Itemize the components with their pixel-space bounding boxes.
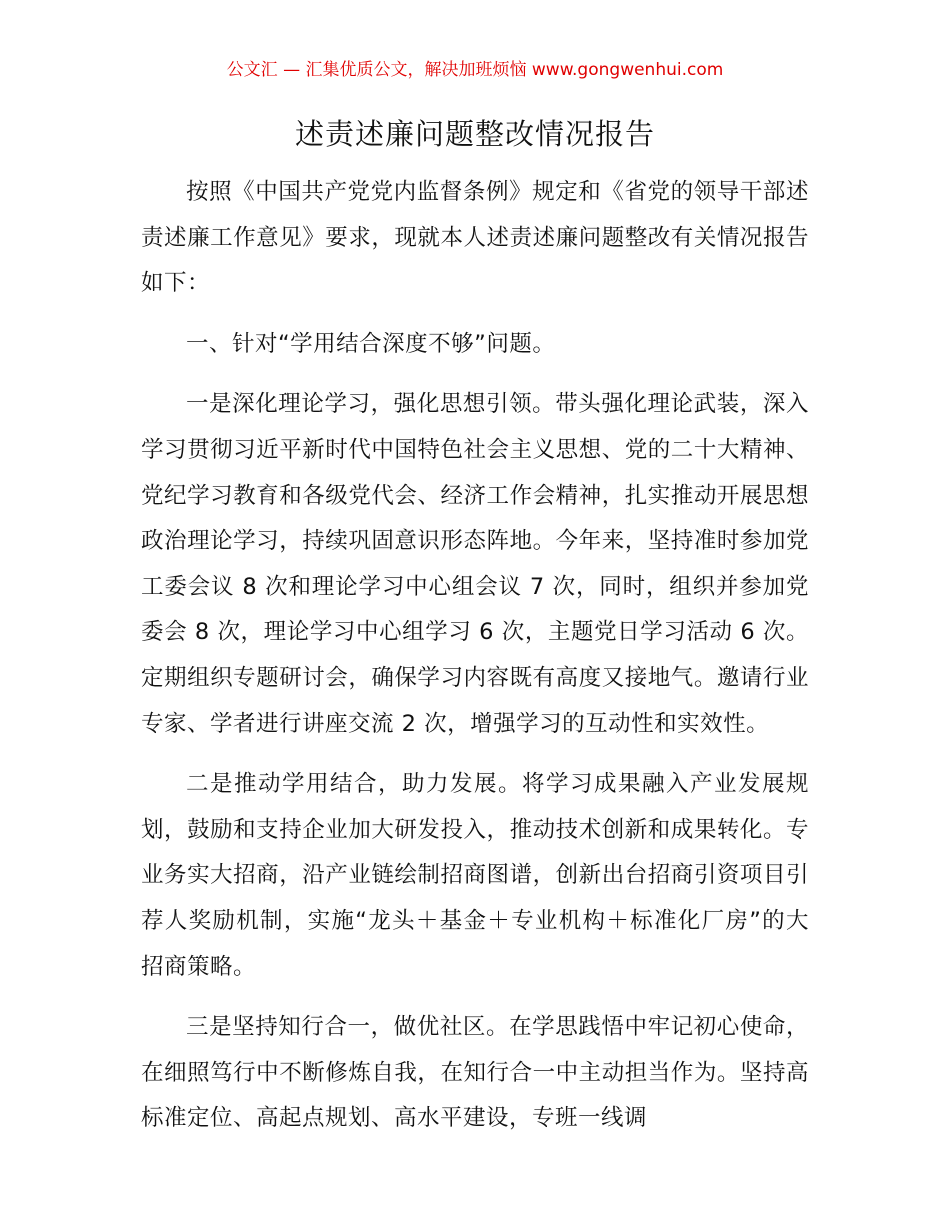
section-heading: 一、针对“学用结合深度不够”问题。	[186, 330, 556, 357]
watermark-header: 公文汇 — 汇集优质公文，解决加班烦恼 www.gongwenhui.com	[226, 60, 724, 80]
intro-paragraph: 按照《中国共产党党内监督条例》规定和《省党的领导干部述责述廉工作意见》要求，现就本人述责述廉问题整改有关情况报告如下：	[141, 179, 809, 297]
document-title: 述责述廉问题整改情况报告	[294, 117, 655, 151]
document-body	[141, 170, 809, 1157]
body-paragraph: 一是深化理论学习，强化思想引领。带头强化理论武装，深入学习贯彻习近平新时代中国特色社会主义思想、党的二十大精神、党纪学习教育和各级党代会、经济工作会精神，扎实推动开展思想政治理论学习，持续巩固意识形态阵地。今年来，坚持准时参加党工委会议 8 次和理论学习中心组会议 7 次，同时，组织并参加党委会 8 次，理论学习中心组学习 6 次，主题党日学习活动 6 次。定期组织专题研讨会，确保学习内容既有高度又接地气。邀请行业专家、学者进行讲座交流 2 次，增强学习的互动性和实效性。	[141, 391, 809, 737]
body-paragraph: 二是推动学用结合，助力发展。将学习成果融入产业发展规划，鼓励和支持企业加大研发投入，推动技术创新和成果转化。专业务实大招商，沿产业链绘制招商图谱，创新出台招商引资项目引荐人奖励机制，实施“龙头＋基金＋专业机构＋标准化厂房”的大招商策略。	[141, 771, 809, 980]
body-paragraph: 三是坚持知行合一，做优社区。在学思践悟中牢记初心使命，在细照笃行中不断修炼自我，在知行合一中主动担当作为。坚持高标准定位、高起点规划、高水平建设，专班一线调	[141, 1014, 809, 1132]
